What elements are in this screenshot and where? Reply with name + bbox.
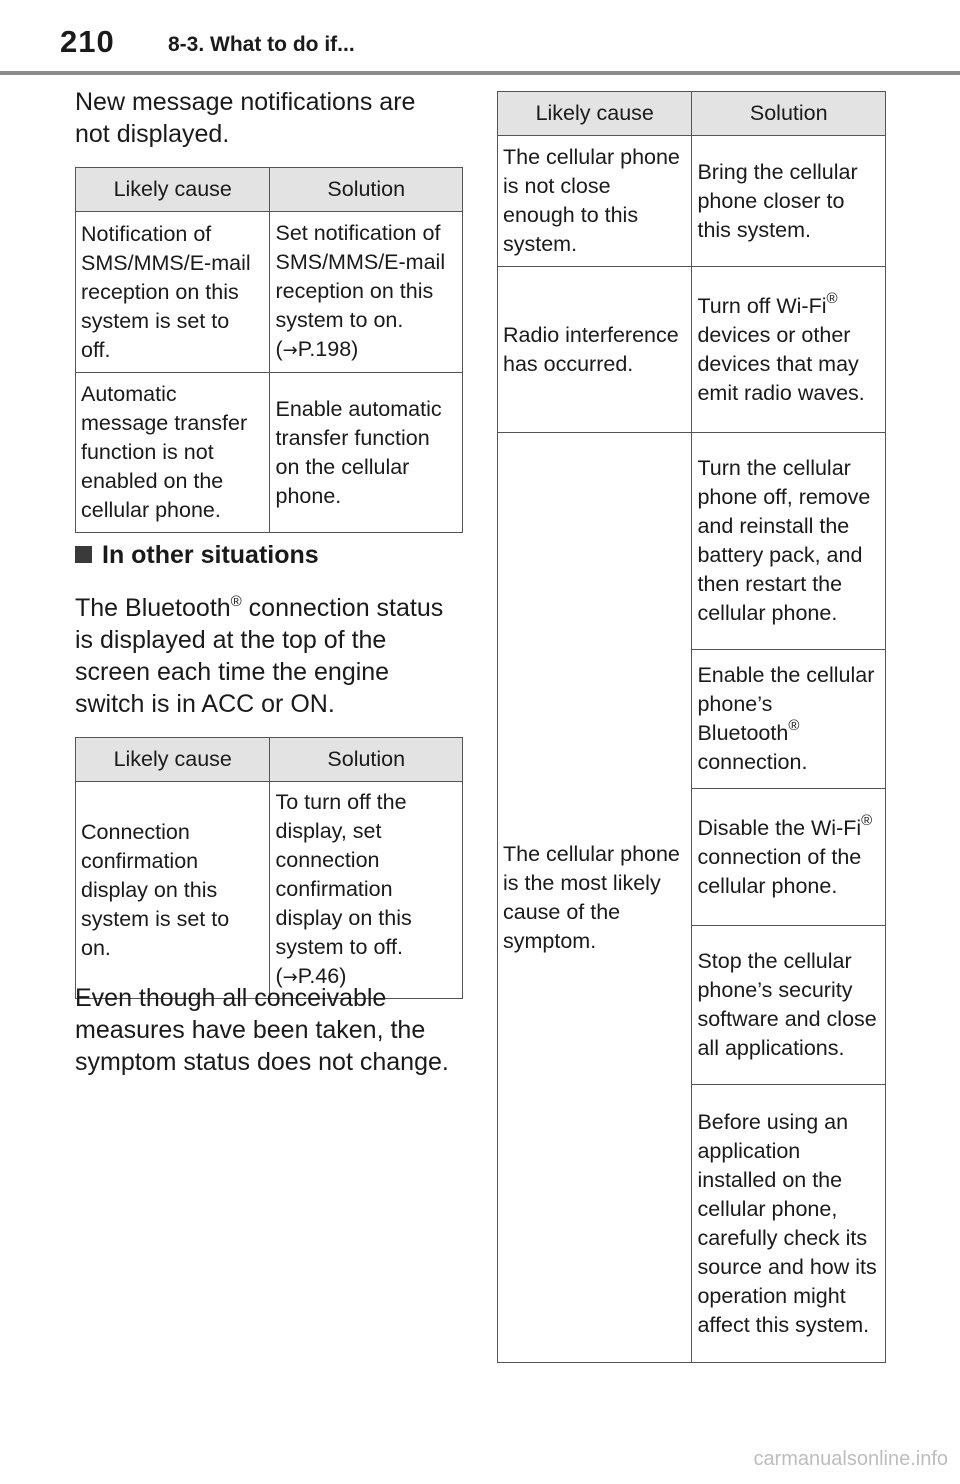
solution-cell: Before using an application installed on the cellular phone, carefully check its source and how its operation might affect this system. bbox=[692, 1085, 886, 1363]
solution-cell bbox=[692, 267, 886, 433]
paragraph-text: connection status is displayed at the top of the screen each time the engine switch is in ACC or ON. bbox=[75, 594, 444, 718]
solution-text: Turn off Wi-Fi bbox=[697, 293, 827, 318]
likely-cause-header: Likely cause bbox=[498, 92, 692, 136]
solution-text: To turn off the display, set connection confirmation display on this system to off. ( bbox=[275, 790, 412, 988]
table-header-row bbox=[498, 92, 886, 136]
registered-mark: ® bbox=[788, 717, 800, 734]
paragraph-text: The Bluetooth bbox=[75, 594, 231, 622]
cause-cell: The cellular phone is the most likely cause of the symptom. bbox=[498, 433, 692, 1363]
square-bullet-icon bbox=[75, 546, 92, 563]
symptom-table bbox=[497, 91, 886, 1363]
registered-mark: ® bbox=[861, 811, 873, 829]
arrow-right-icon: → bbox=[282, 967, 298, 988]
section-title: 8-3. What to do if... bbox=[168, 33, 355, 56]
subheading bbox=[75, 541, 319, 570]
connection-table bbox=[75, 737, 463, 999]
solution-cell: Turn the cellular phone off, remove and reinstall the battery pack, and then restart the cellular phone. bbox=[692, 433, 886, 650]
solution-text: Set notification of SMS/MMS/E-mail reception on this system to on. ( bbox=[275, 221, 446, 361]
likely-cause-header: Likely cause bbox=[76, 168, 270, 212]
solution-cell bbox=[692, 789, 886, 926]
cause-cell: The cellular phone is not close enough to this system. bbox=[498, 136, 692, 267]
notification-table bbox=[75, 167, 463, 533]
table-header-row bbox=[76, 738, 463, 782]
registered-mark: ® bbox=[826, 289, 838, 307]
solution-cell bbox=[270, 782, 463, 999]
solution-cell bbox=[270, 212, 463, 373]
likely-cause-header: Likely cause bbox=[76, 738, 270, 782]
table-row bbox=[498, 267, 886, 433]
solution-text: connection of the cellular phone. bbox=[697, 844, 862, 898]
arrow-right-icon: → bbox=[282, 340, 298, 361]
table-row bbox=[76, 782, 463, 999]
page-reference-link[interactable]: P.46) bbox=[297, 964, 347, 988]
cause-cell: Notification of SMS/MMS/E-mail reception on this system is set to off. bbox=[76, 212, 270, 373]
footer-watermark: carmanualsonline.info bbox=[753, 1448, 948, 1470]
registered-mark: ® bbox=[230, 593, 242, 610]
solution-cell: Enable automatic transfer function on the cellular phone. bbox=[270, 373, 463, 533]
table-row bbox=[76, 373, 463, 533]
cause-cell: Connection confirmation display on this system is set to on. bbox=[76, 782, 270, 999]
table-row bbox=[498, 136, 886, 267]
solution-header: Solution bbox=[270, 738, 463, 782]
solution-text: Enable the cellular phone’s Bluetooth bbox=[697, 663, 875, 745]
solution-header: Solution bbox=[692, 92, 886, 136]
page-reference-link[interactable]: P.198) bbox=[297, 337, 359, 361]
solution-cell bbox=[692, 650, 886, 789]
solution-text: connection. bbox=[697, 750, 808, 774]
cause-cell: Automatic message transfer function is not enabled on the cellular phone. bbox=[76, 373, 270, 533]
solution-cell: Bring the cellular phone closer to this system. bbox=[692, 136, 886, 267]
solution-text: Disable the Wi-Fi bbox=[697, 815, 862, 840]
solution-header: Solution bbox=[270, 168, 463, 212]
table-row bbox=[498, 433, 886, 650]
solution-cell: Stop the cellular phone’s security software and close all applications. bbox=[692, 926, 886, 1085]
subheading-text: In other situations bbox=[102, 541, 319, 569]
table-header-row bbox=[76, 168, 463, 212]
cause-cell: Radio interference has occurred. bbox=[498, 267, 692, 433]
page-number: 210 bbox=[60, 24, 115, 59]
table-row bbox=[76, 212, 463, 373]
intro-heading: New message notifications are not displayed. bbox=[75, 88, 416, 148]
solution-text: devices or other devices that may emit radio waves. bbox=[697, 322, 865, 405]
header-rule bbox=[0, 71, 960, 75]
bluetooth-paragraph bbox=[75, 592, 460, 720]
closing-paragraph: Even though all conceivable measures have been taken, the symptom status does not change. bbox=[75, 984, 449, 1076]
